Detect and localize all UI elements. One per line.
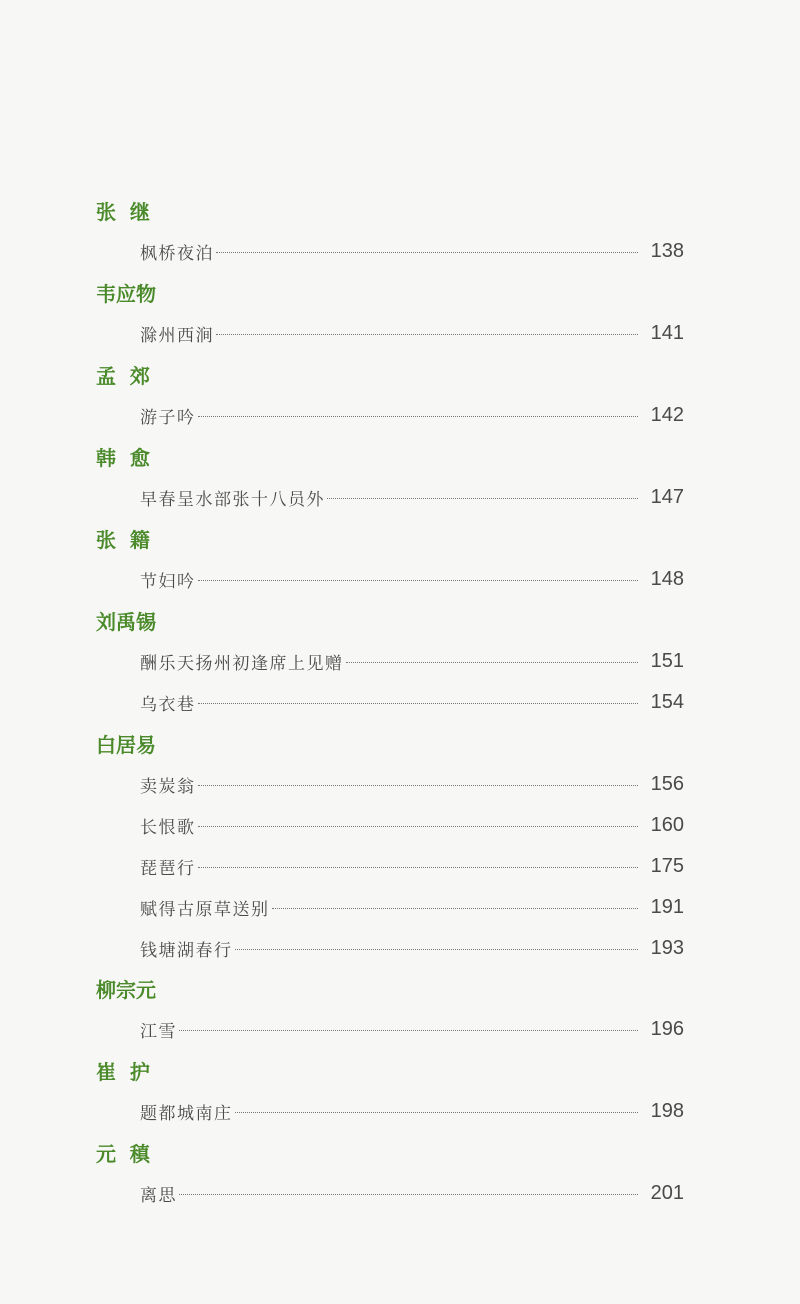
author-heading: 白居易 bbox=[96, 733, 156, 757]
page-number: 175 bbox=[650, 854, 684, 877]
page-number: 154 bbox=[650, 690, 684, 713]
dotted-leader bbox=[327, 498, 638, 499]
author-heading: 韦应物 bbox=[96, 282, 156, 306]
author-heading: 张 籍 bbox=[96, 528, 150, 552]
toc-entry[interactable] bbox=[140, 689, 684, 715]
toc-entry[interactable] bbox=[140, 894, 684, 920]
author-heading: 崔 护 bbox=[96, 1060, 150, 1084]
dotted-leader bbox=[346, 662, 639, 663]
page-number: 142 bbox=[650, 403, 684, 426]
page-number: 156 bbox=[650, 772, 684, 795]
poem-title: 钱塘湖春行 bbox=[140, 940, 233, 961]
poem-title: 琵琶行 bbox=[140, 858, 196, 879]
poem-title: 早春呈水部张十八员外 bbox=[140, 489, 325, 510]
poem-title: 节妇吟 bbox=[140, 571, 196, 592]
toc-entry[interactable] bbox=[140, 1180, 684, 1206]
page-number: 201 bbox=[650, 1181, 684, 1204]
page-number: 196 bbox=[650, 1017, 684, 1040]
page-number: 151 bbox=[650, 649, 684, 672]
dotted-leader bbox=[216, 334, 638, 335]
dotted-leader bbox=[198, 785, 639, 786]
page-number: 148 bbox=[650, 567, 684, 590]
page-number: 138 bbox=[650, 239, 684, 262]
toc-entry[interactable] bbox=[140, 484, 684, 510]
page-number: 147 bbox=[650, 485, 684, 508]
dotted-leader bbox=[272, 908, 639, 909]
toc-entry[interactable] bbox=[140, 771, 684, 797]
dotted-leader bbox=[216, 252, 638, 253]
toc-entry[interactable] bbox=[140, 853, 684, 879]
author-heading: 柳宗元 bbox=[96, 978, 156, 1002]
toc-entry[interactable] bbox=[140, 1098, 684, 1124]
page-number: 141 bbox=[650, 321, 684, 344]
poem-title: 卖炭翁 bbox=[140, 776, 196, 797]
poem-title: 题都城南庄 bbox=[140, 1103, 233, 1124]
author-heading: 刘禹锡 bbox=[96, 610, 156, 634]
page-number: 191 bbox=[650, 895, 684, 918]
toc-entry[interactable] bbox=[140, 935, 684, 961]
page-number: 160 bbox=[650, 813, 684, 836]
toc-entry[interactable] bbox=[140, 566, 684, 592]
dotted-leader bbox=[179, 1030, 638, 1031]
dotted-leader bbox=[198, 580, 639, 581]
dotted-leader bbox=[198, 703, 639, 704]
toc-entry[interactable] bbox=[140, 238, 684, 264]
dotted-leader bbox=[235, 1112, 639, 1113]
toc-entry[interactable] bbox=[140, 320, 684, 346]
poem-title: 滁州西涧 bbox=[140, 325, 214, 346]
dotted-leader bbox=[179, 1194, 638, 1195]
toc-entry[interactable] bbox=[140, 812, 684, 838]
toc-entry[interactable] bbox=[140, 1016, 684, 1042]
poem-title: 离思 bbox=[140, 1185, 177, 1206]
author-heading: 元 稹 bbox=[96, 1142, 150, 1166]
poem-title: 酬乐天扬州初逢席上见赠 bbox=[140, 653, 344, 674]
poem-title: 江雪 bbox=[140, 1021, 177, 1042]
page-number: 198 bbox=[650, 1099, 684, 1122]
dotted-leader bbox=[235, 949, 639, 950]
dotted-leader bbox=[198, 867, 639, 868]
poem-title: 赋得古原草送别 bbox=[140, 899, 270, 920]
poem-title: 乌衣巷 bbox=[140, 694, 196, 715]
page-number: 193 bbox=[650, 936, 684, 959]
poem-title: 长恨歌 bbox=[140, 817, 196, 838]
author-heading: 孟 郊 bbox=[96, 364, 150, 388]
poem-title: 游子吟 bbox=[140, 407, 196, 428]
dotted-leader bbox=[198, 826, 639, 827]
toc-entry[interactable] bbox=[140, 648, 684, 674]
toc-entry[interactable] bbox=[140, 402, 684, 428]
poem-title: 枫桥夜泊 bbox=[140, 243, 214, 264]
author-heading: 张 继 bbox=[96, 200, 150, 224]
author-heading: 韩 愈 bbox=[96, 446, 150, 470]
dotted-leader bbox=[198, 416, 639, 417]
